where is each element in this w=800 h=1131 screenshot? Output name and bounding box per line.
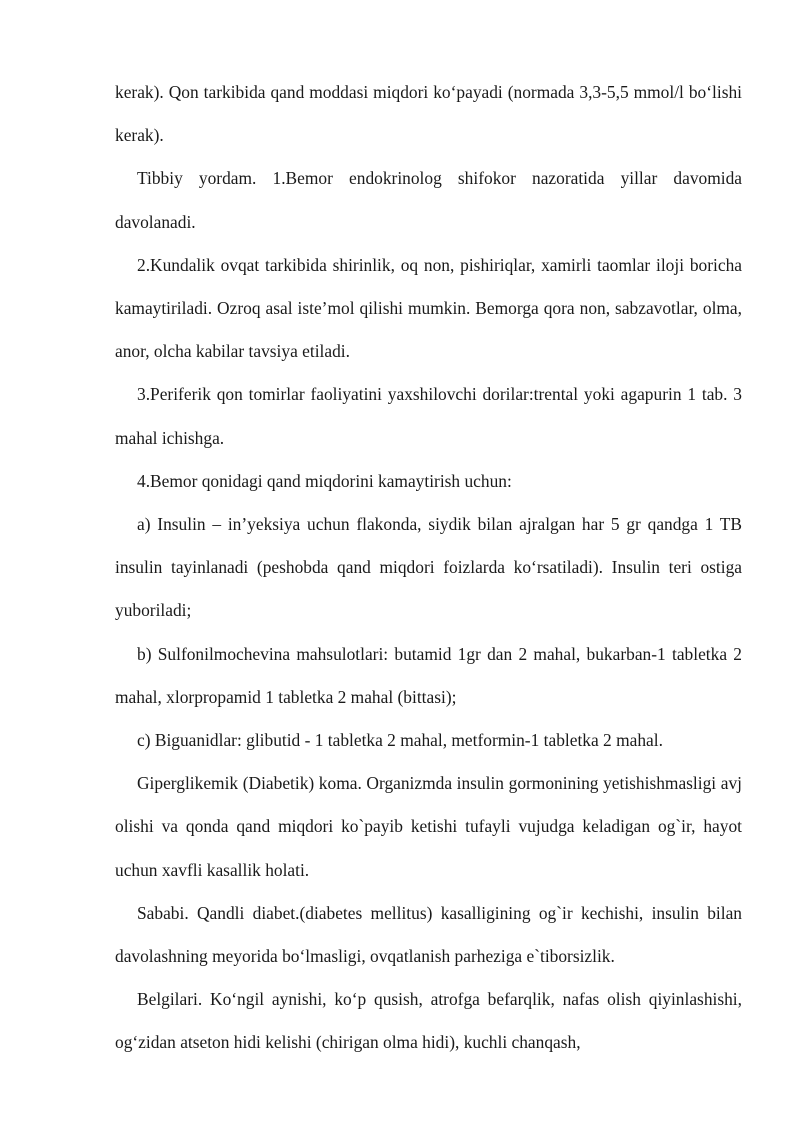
paragraph-sulfonylurea: b) Sulfonilmochevina mahsulotlari: butamid 1gr dan 2 mahal, bukarban-1 tabletka 2 mahal, xlorpropamid 1 tabletka 2 mahal (bittasi); [115,643,742,707]
paragraph-causes: Sababi. Qandli diabet.(diabetes mellitus) kasalligining og`ir kechishi, insulin bilan davolashning meyorida boʻlmasligi, ovqatlanish parheziga e`tiborsizlik. [115,902,742,967]
paragraph-diet: 2.Kundalik ovqat tarkibida shirinlik, oq non, pishiriqlar, xamirli taomlar iloji boricha kamaytiriladi. Ozroq asal iste’mol qilishi mumkin. Bemorga qora non, sabzavotlar, olma, anor, olcha kabilar tavsiya etiladi. [115,254,742,362]
paragraph-medical-help: Tibbiy yordam. 1.Bemor endokrinolog shifokor nazoratida yillar davomida davolanadi. [115,168,742,232]
paragraph-insulin: a) Insulin – in’yeksiya uchun flakonda, siydik bilan ajralgan har 5 gr qandga 1 TB insulin tayinlanadi (peshobda qand miqdori foizlarda koʻrsatiladi). Insulin teri ostiga yuboriladi; [115,514,742,621]
document-body [115,71,742,1065]
paragraph-peripheral-vessels: 3.Periferik qon tomirlar faoliyatini yaxshilovchi dorilar:trental yoki agapurin 1 tab. 3 mahal ichishga. [115,384,742,448]
paragraph-biguanides: c) Biguanidlar: glibutid - 1 tabletka 2 mahal, metformin-1 tabletka 2 mahal. [137,730,663,751]
paragraph-continuation: kerak). Qon tarkibida qand moddasi miqdori koʻpayadi (normada 3,3-5,5 mmol/l boʻlishi kerak). [115,82,742,146]
paragraph-symptoms: Belgilari. Koʻngil aynishi, koʻp qusish, atrofga befarqlik, nafas olish qiyinlashishi, ogʻzidan atseton hidi kelishi (chirigan olma hidi), kuchli chanqash, [115,989,742,1053]
paragraph-diabetic-coma: Giperglikemik (Diabetik) koma. Organizmda insulin gormonining yetishishmasligi avj olishi va qonda qand miqdori ko`payib ketishi tufayli vujudga keladigan og`ir, hayot uchun xavfli kasallik holati. [115,773,742,880]
paragraph-lower-sugar: 4.Bemor qonidagi qand miqdorini kamaytirish uchun: [137,470,512,491]
